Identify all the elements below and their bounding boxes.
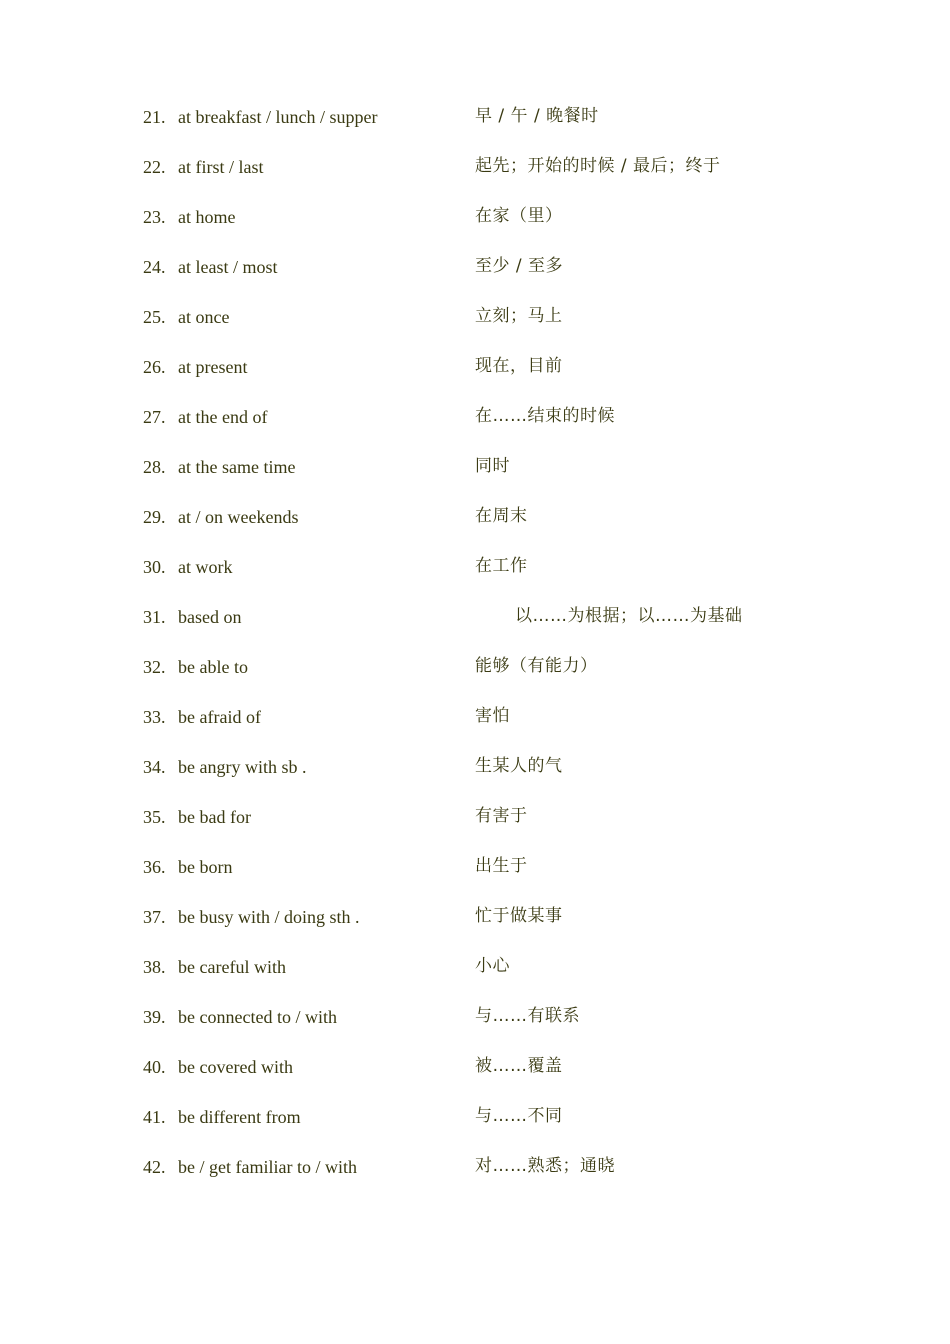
list-item [0, 950, 950, 1000]
english-phrase: at first / last [178, 157, 264, 177]
list-item [0, 300, 950, 350]
english-phrase: be angry with sb . [178, 757, 307, 777]
english-phrase: at home [178, 207, 236, 227]
item-number: 42. [143, 1157, 166, 1177]
english-phrase: at work [178, 557, 233, 577]
item-number: 21. [143, 107, 166, 127]
chinese-meaning: 害怕 [475, 706, 510, 726]
english-phrase: be born [178, 857, 233, 877]
chinese-meaning: 以……为根据；以……为基础 [515, 606, 743, 626]
chinese-meaning: 在周末 [475, 506, 528, 526]
item-number: 22. [143, 157, 166, 177]
english-phrase: be able to [178, 657, 248, 677]
list-item [0, 400, 950, 450]
list-item [0, 750, 950, 800]
item-number: 24. [143, 257, 166, 277]
item-number: 41. [143, 1107, 166, 1127]
english-phrase: be connected to / with [178, 1007, 337, 1027]
english-phrase: at breakfast / lunch / supper [178, 107, 378, 127]
item-number: 25. [143, 307, 166, 327]
phrase-list [0, 100, 950, 1200]
list-item [0, 100, 950, 150]
english-phrase: at / on weekends [178, 507, 299, 527]
item-number: 26. [143, 357, 166, 377]
chinese-meaning: 与……不同 [475, 1106, 563, 1126]
item-number: 36. [143, 857, 166, 877]
english-phrase: be covered with [178, 1057, 293, 1077]
item-number: 37. [143, 907, 166, 927]
item-number: 38. [143, 957, 166, 977]
list-item [0, 800, 950, 850]
list-item [0, 200, 950, 250]
item-number: 39. [143, 1007, 166, 1027]
item-number: 27. [143, 407, 166, 427]
chinese-meaning: 同时 [475, 456, 510, 476]
list-item [0, 500, 950, 550]
item-number: 32. [143, 657, 166, 677]
english-phrase: at present [178, 357, 248, 377]
chinese-meaning: 现在，目前 [475, 356, 563, 376]
chinese-meaning: 生某人的气 [475, 756, 563, 776]
chinese-meaning: 有害于 [475, 806, 528, 826]
chinese-meaning: 小心 [475, 956, 510, 976]
list-item [0, 1000, 950, 1050]
english-phrase: be different from [178, 1107, 301, 1127]
english-phrase: be bad for [178, 807, 251, 827]
list-item [0, 700, 950, 750]
item-number: 35. [143, 807, 166, 827]
english-phrase: be careful with [178, 957, 286, 977]
list-item [0, 150, 950, 200]
list-item [0, 650, 950, 700]
chinese-meaning: 在工作 [475, 556, 528, 576]
english-phrase: be busy with / doing sth . [178, 907, 360, 927]
chinese-meaning: 与……有联系 [475, 1006, 580, 1026]
chinese-meaning: 能够（有能力） [475, 656, 598, 676]
item-number: 40. [143, 1057, 166, 1077]
english-phrase: be afraid of [178, 707, 261, 727]
chinese-meaning: 在……结束的时候 [475, 406, 615, 426]
english-phrase: be / get familiar to / with [178, 1157, 357, 1177]
item-number: 28. [143, 457, 166, 477]
item-number: 30. [143, 557, 166, 577]
english-phrase: at the end of [178, 407, 268, 427]
english-phrase: at the same time [178, 457, 296, 477]
list-item [0, 1050, 950, 1100]
chinese-meaning: 被……覆盖 [475, 1056, 563, 1076]
chinese-meaning: 对……熟悉；通晓 [475, 1156, 615, 1176]
chinese-meaning: 早 / 午 / 晚餐时 [475, 106, 599, 126]
item-number: 29. [143, 507, 166, 527]
chinese-meaning: 在家（里） [475, 206, 563, 226]
english-phrase: based on [178, 607, 242, 627]
item-number: 23. [143, 207, 166, 227]
english-phrase: at least / most [178, 257, 278, 277]
english-phrase: at once [178, 307, 230, 327]
chinese-meaning: 忙于做某事 [475, 906, 563, 926]
chinese-meaning: 立刻；马上 [475, 306, 563, 326]
list-item [0, 1100, 950, 1150]
chinese-meaning: 出生于 [475, 856, 528, 876]
chinese-meaning: 起先；开始的时候 / 最后；终于 [475, 156, 721, 176]
list-item [0, 550, 950, 600]
list-item [0, 900, 950, 950]
list-item [0, 450, 950, 500]
list-item [0, 350, 950, 400]
item-number: 34. [143, 757, 166, 777]
item-number: 33. [143, 707, 166, 727]
list-item [0, 250, 950, 300]
list-item [0, 1150, 950, 1200]
item-number: 31. [143, 607, 166, 627]
chinese-meaning: 至少 / 至多 [475, 256, 564, 276]
list-item [0, 600, 950, 650]
list-item [0, 850, 950, 900]
